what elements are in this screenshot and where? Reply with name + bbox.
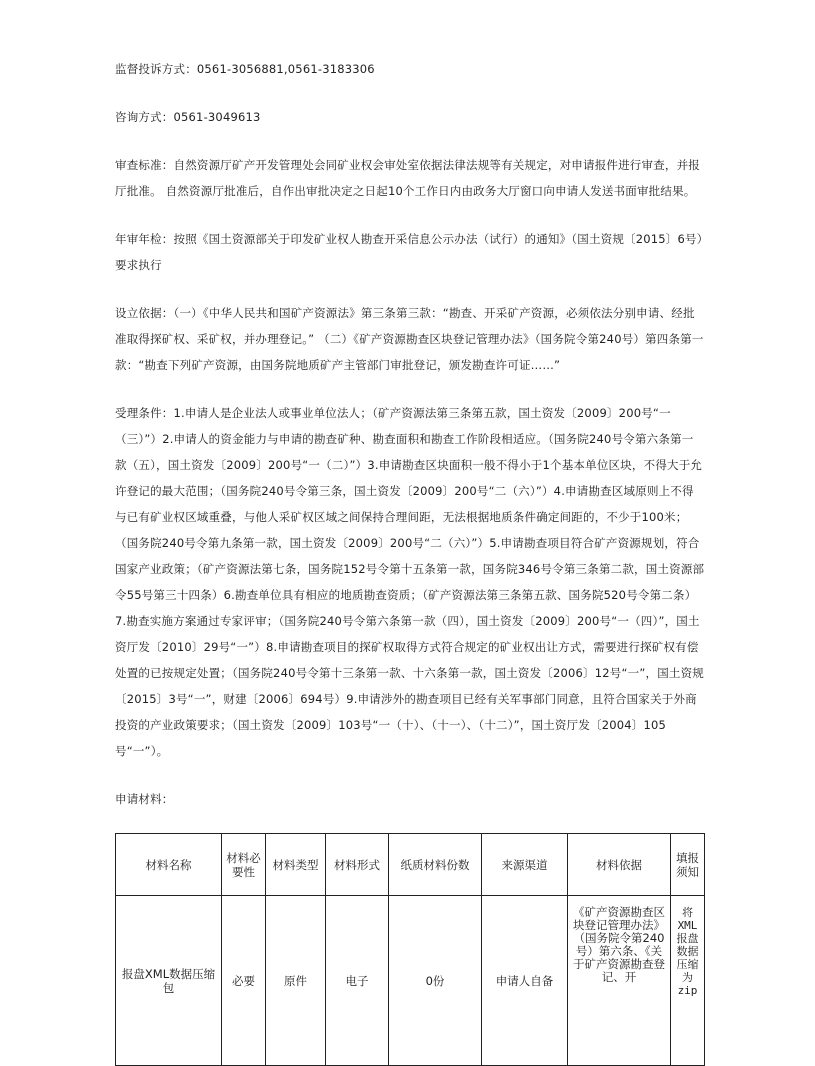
supervision-contact: 监督投诉方式：0561-3056881,0561-3183306 — [115, 62, 375, 76]
cell-basis: 《矿产资源勘查区块登记管理办法》（国务院令第240号）第六条、《关于矿产资源勘查登记、开 — [568, 896, 671, 1066]
cell-paper-copies: 0份 — [389, 896, 482, 1066]
cell-source: 申请人自备 — [482, 896, 568, 1066]
header-material-name: 材料名称 — [116, 834, 222, 896]
header-basis: 材料依据 — [568, 834, 671, 896]
header-material-type: 材料类型 — [266, 834, 326, 896]
cell-material-name: 报盘XML数据压缩包 — [116, 896, 222, 1066]
review-standard: 审查标准：自然资源厅矿产开发管理处会同矿业权会审处室依据法律法规等有关规定，对申请报件进行审查，并报厅批准。 自然资源厅批准后，自作出审批决定之日起10个工作日内由政务大厅窗口向申请人发送书面审批结果。 — [115, 158, 700, 198]
header-notes: 填报须知 — [671, 834, 705, 896]
header-paper-copies: 纸质材料份数 — [389, 834, 482, 896]
legal-basis: 设立依据：（一）《中华人民共和国矿产资源法》第三条第三款：“勘查、开采矿产资源，必须依法分别申请、经批准取得探矿权、采矿权，并办理登记。” （二）《矿产资源勘查区块登记管理办法》（国务院令第240号）第四条第一款：“勘查下列矿产资源，由国务院地质矿产主管部门审批登记，颁发勘查许可证……” — [115, 306, 704, 372]
header-necessity: 材料必要性 — [222, 834, 266, 896]
annual-review: 年审年检：按照《国土资源部关于印发矿业权人勘查开采信息公示办法（试行）的通知》（国土资规〔2015〕6号）要求执行 — [115, 232, 703, 272]
table-header-row — [116, 834, 705, 896]
cell-necessity: 必要 — [222, 896, 266, 1066]
cell-material-type: 原件 — [266, 896, 326, 1066]
header-material-form: 材料形式 — [326, 834, 389, 896]
cell-material-form: 电子 — [326, 896, 389, 1066]
table-row — [116, 896, 705, 1066]
inquiry-contact: 咨询方式：0561-3049613 — [115, 110, 261, 124]
header-source: 来源渠道 — [482, 834, 568, 896]
materials-label: 申请材料： — [115, 792, 174, 806]
acceptance-conditions: 受理条件：1.申请人是企业法人或事业单位法人；（矿产资源法第三条第五款，国土资发〔2009〕200号“一（三）”）2.申请人的资金能力与申请的勘查矿种、勘查面积和勘查工作阶段相适应。（国务院240号令第六条第一款（五），国土资发〔2009〕200号“一（二）”）3.申请勘查区块面积一般不得小于1个基本单位区块，不得大于允许登记的最大范围；（国务院240号令第三条，国土资发〔2009〕200号“二（六）”）4.申请勘查区域原则上不得与已有矿业权区域重叠，与他人采矿权区域之间保持合理间距，无法根据地质条件确定间距的，不少于100米；（国务院240号令第九条第一款，国土资发〔2009〕200号“二（六）”）5.申请勘查项目符合矿产资源规划，符合国家产业政策；（矿产资源法第七条，国务院152号令第十五条第一款，国务院346号令第三条第二款，国土资源部令55号第三十四条）6.勘查单位具有相应的地质勘查资质；（矿产资源法第三条第五款、国务院520号令第二条）7.勘查实施方案通过专家评审；（国务院240号令第六条第一款（四），国土资发〔2009〕200号“一（四）”，国土资厅发〔2010〕29号“一”）8.申请勘查项目的探矿权取得方式符合规定的矿业权出让方式，需要进行探矿权有偿处置的已按规定处置；（国务院240号令第十三条第一款、十六条第一款，国土资发〔2006〕12号“一”，国土资规〔2015〕3号“一”，财建〔2006〕694号）9.申请涉外的勘查项目已经有关军事部门同意，且符合国家关于外商投资的产业政策要求；（国土资发〔2009〕103号“一（十）、（十一）、（十二）”，国土资厅发〔2004〕105号“一”）。 — [115, 406, 705, 758]
cell-notes: 将XML报盘数据压缩为zip — [671, 896, 705, 1066]
materials-table — [115, 833, 705, 1066]
document-body — [115, 56, 705, 812]
